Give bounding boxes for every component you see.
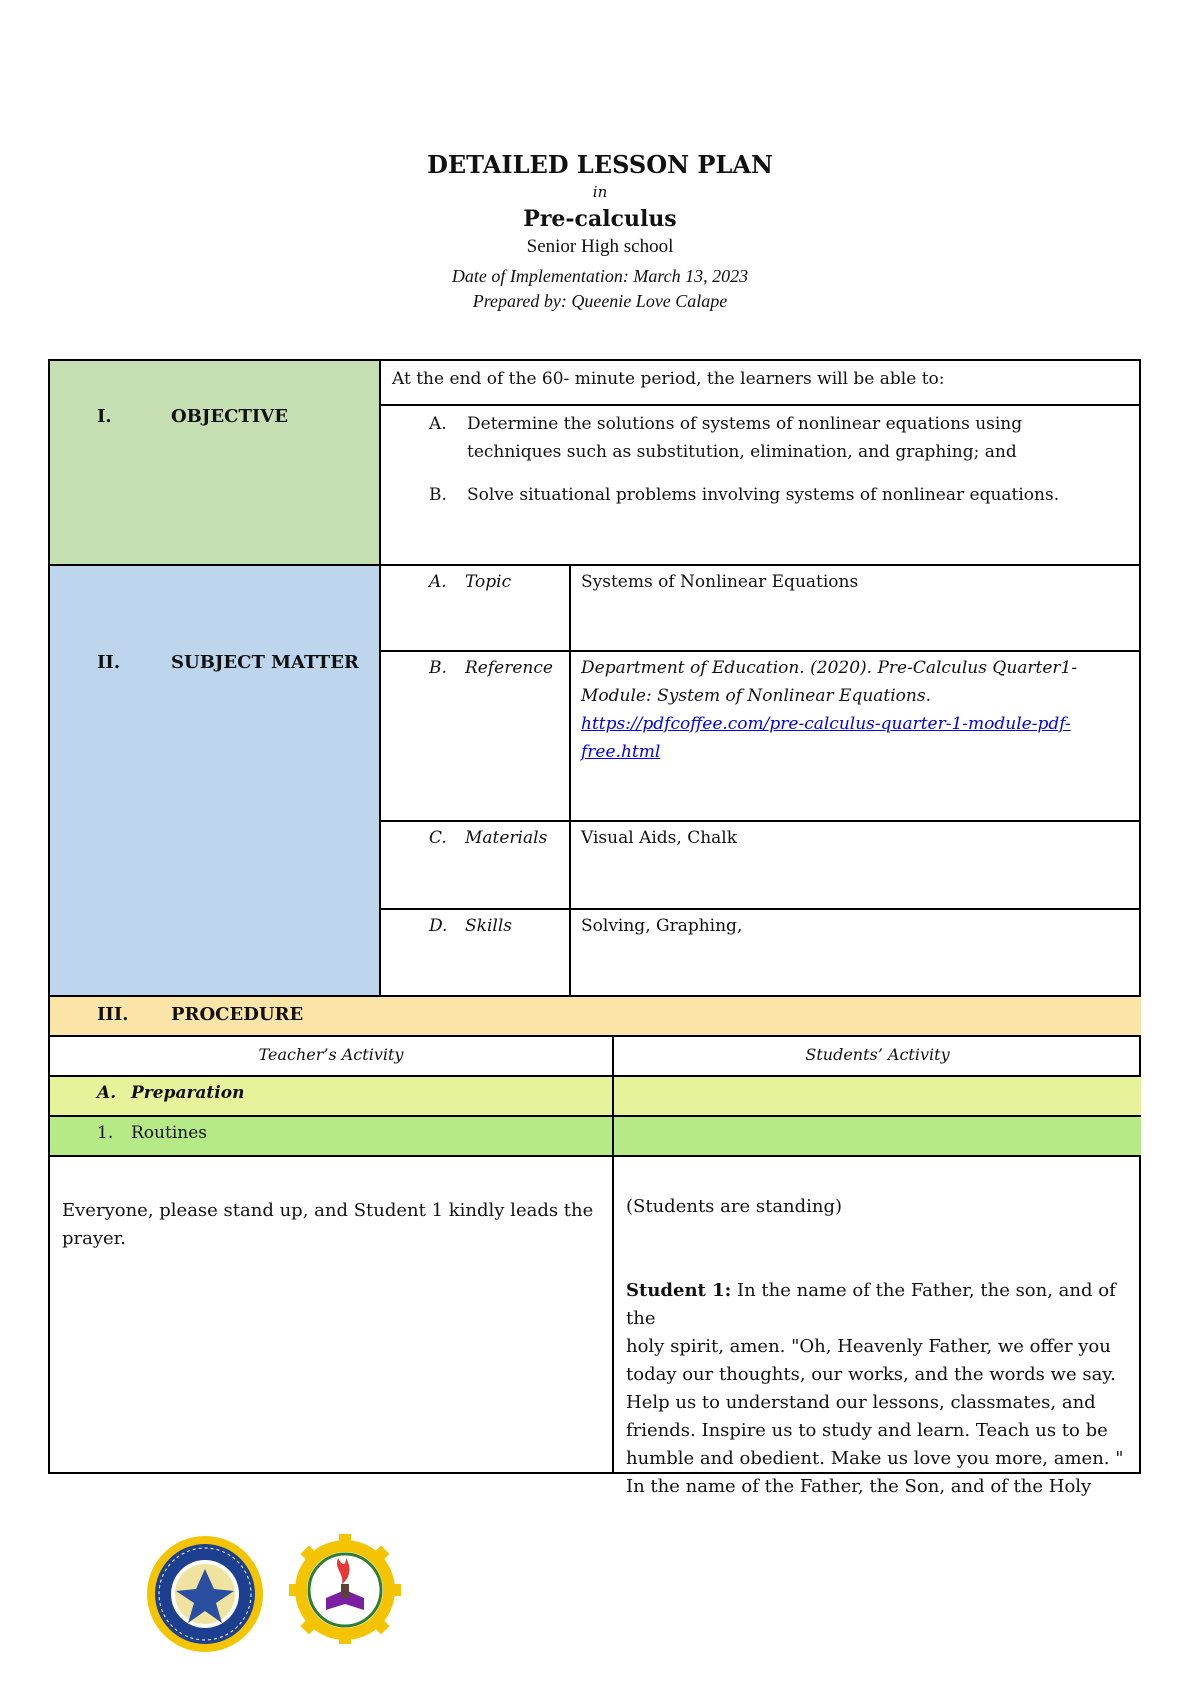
students-standing-text: (Students are standing): [626, 1196, 843, 1217]
objective-intro: At the end of the 60- minute period, the learners will be able to:: [392, 369, 945, 389]
objective-items-cell: [379, 404, 1141, 564]
procedure-header-cell: [50, 995, 1141, 1035]
teacher-activity-content: Everyone, please stand up, and Student 1 kindly leads the prayer.: [50, 1155, 612, 1474]
objective-item-b: B. Solve situational problems involving systems of nonlinear equations.: [429, 485, 1060, 505]
reference-label: Reference: [465, 658, 553, 678]
skills-label: Skills: [465, 916, 512, 936]
objective-label-cell: [50, 361, 379, 564]
topic-value: Systems of Nonlinear Equations: [581, 572, 859, 592]
objective-number: I.: [97, 406, 112, 427]
subject-matter-number: II.: [97, 652, 121, 673]
lesson-plan-table: [48, 359, 1141, 1497]
objective-intro-cell: [379, 361, 1141, 404]
implementation-date: Date of Implementation: March 13, 2023: [451, 266, 749, 286]
objective-item-a: A. Determine the solutions of systems of nonlinear equations using techniques such as substitution, elimination, and graphing; and: [429, 414, 1023, 462]
prepared-by: Prepared by: Queenie Love Calape: [472, 291, 728, 311]
subject-matter-label: SUBJECT MATTER: [171, 652, 359, 673]
skills-value-cell: [569, 908, 1141, 995]
document-subject: Pre-calculus: [523, 206, 677, 232]
reference-label-cell: B. Reference: [379, 650, 569, 820]
teacher-activity-header: Teacher’s Activity: [50, 1035, 612, 1075]
procedure-number: III.: [97, 1004, 129, 1025]
document-title: DETAILED LESSON PLAN: [427, 150, 773, 179]
skills-value: Solving, Graphing,: [581, 916, 743, 936]
materials-label-cell: C. Materials: [379, 820, 569, 908]
topic-label: Topic: [465, 572, 512, 592]
students-activity-content: [612, 1155, 1141, 1497]
reference-link-continued[interactable]: free.html: [581, 742, 661, 762]
students-activity-header: Students’ Activity: [612, 1035, 1141, 1075]
materials-label: Materials: [465, 828, 548, 848]
document-level: Senior High school: [526, 236, 674, 257]
student1-prayer: Student 1: In the name of the Father, the son, and of the holy spirit, amen. "Oh, Heavenly Father, we offer you today our thoughts, our works, and the words we say. Help us to understand our lessons, classmates, and friends. Inspire us to study and learn. Teach us to be humble and obedient. Make us love you more, amen. " In the name of the Father, the Son, and of the Holy: [626, 1280, 1124, 1497]
routines-label: Routines: [131, 1123, 207, 1143]
document-in: in: [592, 183, 608, 201]
reference-citation-line2: Module: System of Nonlinear Equations.: [581, 686, 931, 706]
subject-matter-label-cell: [50, 564, 379, 995]
topic-value-cell: [569, 564, 1141, 650]
procedure-label: PROCEDURE: [171, 1004, 304, 1025]
materials-value: Visual Aids, Chalk: [581, 828, 738, 848]
routines-row-students: [612, 1115, 1141, 1155]
routines-row-teacher: 1. Routines: [50, 1115, 612, 1155]
preparation-row-teacher: A. Preparation: [50, 1075, 612, 1115]
skills-label-cell: D. Skills: [379, 908, 569, 995]
reference-citation-line1: Department of Education. (2020). Pre-Calculus Quarter1-: [581, 658, 1078, 678]
reference-link[interactable]: https://pdfcoffee.com/pre-calculus-quarter-1-module-pdf-: [581, 714, 1071, 734]
university-seal-icon: [144, 1533, 266, 1659]
objective-label: OBJECTIVE: [171, 406, 288, 427]
topic-label-cell: A. Topic: [379, 564, 569, 650]
materials-value-cell: [569, 820, 1141, 908]
preparation-row-students: [612, 1075, 1141, 1115]
preparation-label: Preparation: [131, 1083, 245, 1103]
college-seal-icon: [286, 1528, 404, 1650]
reference-value-cell: [569, 650, 1141, 820]
